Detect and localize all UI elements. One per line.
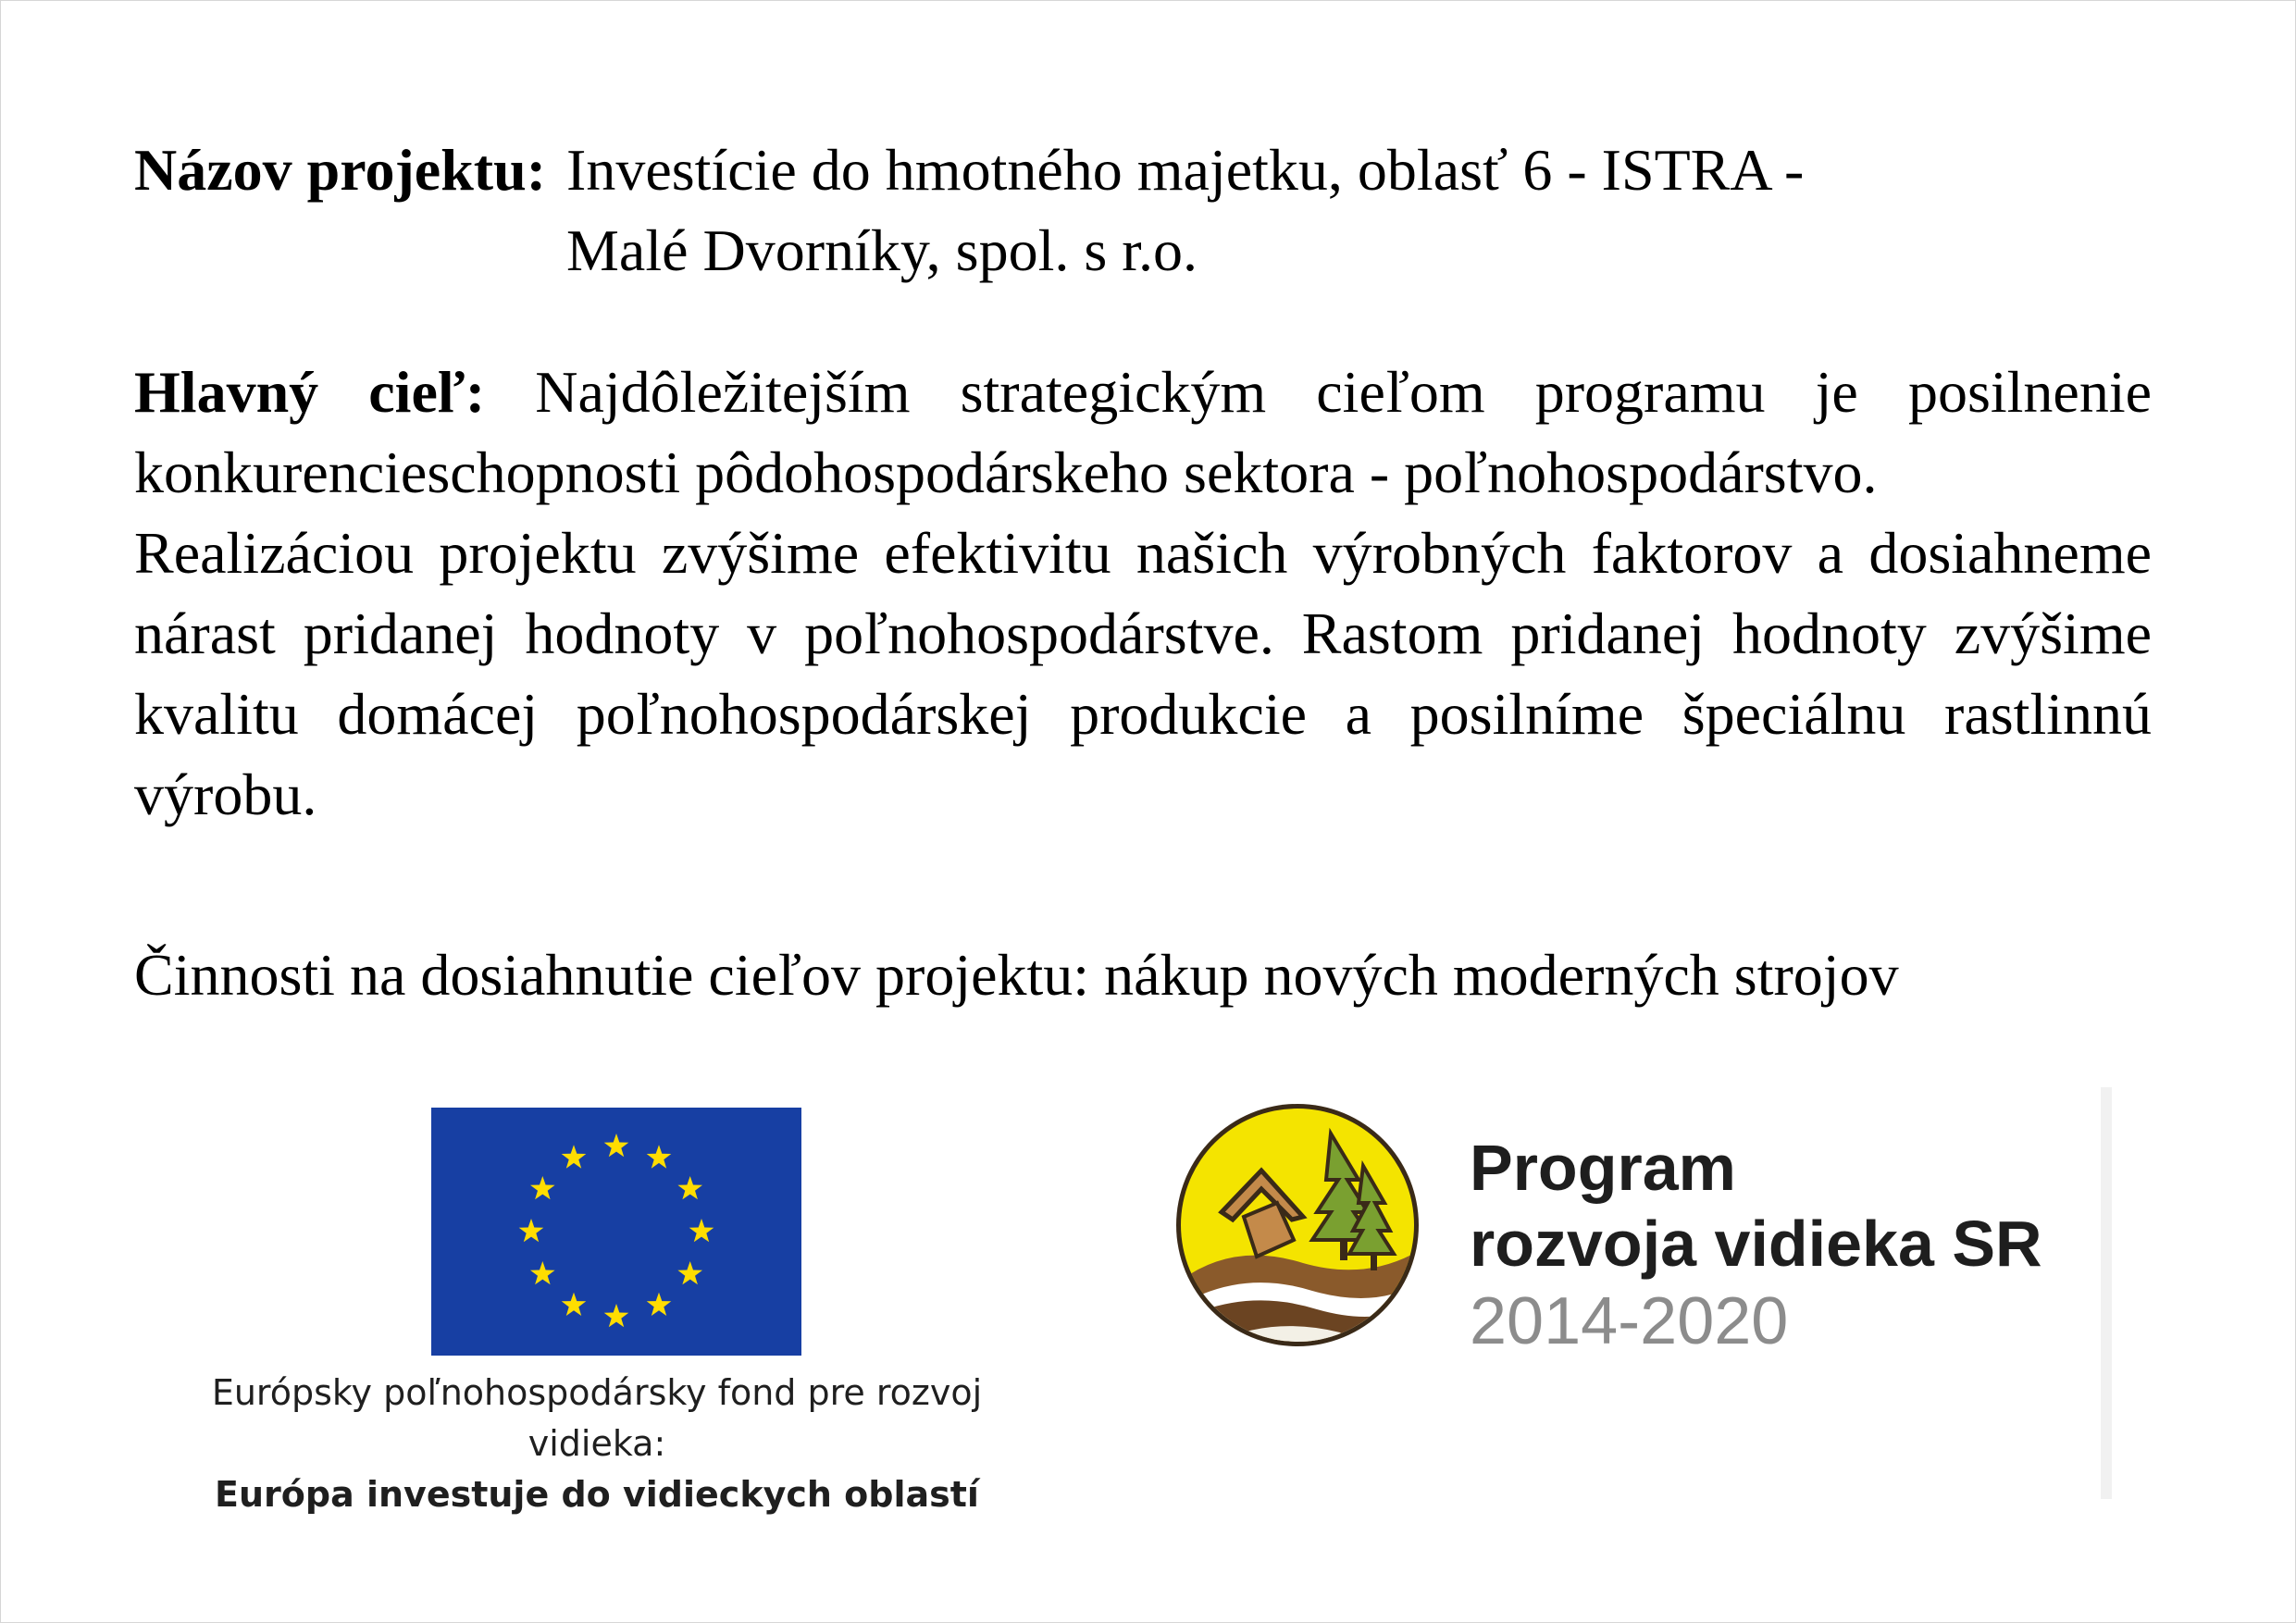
eu-stars-icon — [431, 1108, 801, 1356]
eu-star-icon — [647, 1293, 672, 1316]
main-goal-text-1: Najdôležitejším strategickým cieľom programu je posilnenie konkurencieschopnosti pôdohospodárskeho sektora - poľnohospodárstvo. — [134, 359, 2153, 506]
eu-star-icon — [604, 1134, 629, 1157]
activities-line: Činnosti na dosiahnutie cieľov projektu: nákup nových moderných strojov — [134, 942, 1899, 1008]
eu-star-icon — [519, 1219, 544, 1242]
prv-years: 2014-2020 — [1470, 1283, 1789, 1358]
project-title-line2: Malé Dvorníky, spol. s r.o. — [566, 217, 1198, 284]
main-goal-text-2: Realizáciou projektu zvýšime efektivitu našich výrobných faktorov a dosiahneme nárast pridanej hodnoty v poľnohospodárstve. Rastom pridanej hodnoty zvýšime kvalitu domácej poľnohospodárskej produkcie a posilníme špeciálnu rastlinnú výrobu. — [134, 520, 2152, 828]
eu-fund-caption — [139, 1368, 1055, 1520]
project-title-label: Názov projektu: — [134, 137, 546, 203]
prv-landscape-icon — [1173, 1101, 1421, 1349]
logo-divider — [2101, 1087, 2112, 1499]
prv-logo-text — [1470, 1131, 2042, 1360]
eu-caption-line1: Európsky poľnohospodársky fond pre rozvoj vidieka: — [211, 1372, 983, 1465]
main-goal-label: Hlavný cieľ: — [134, 359, 486, 425]
project-title-value — [566, 130, 1804, 291]
prv-emblem-logo — [1173, 1101, 1421, 1349]
main-goal-block — [134, 352, 2152, 835]
eu-star-icon — [677, 1261, 702, 1284]
eu-star-icon — [562, 1293, 587, 1316]
prv-line2: rozvoja vidieka SR — [1470, 1207, 2042, 1280]
eu-flag-logo — [431, 1108, 801, 1356]
eu-star-icon — [530, 1176, 555, 1199]
eu-star-icon — [677, 1176, 702, 1199]
eu-star-icon — [689, 1219, 714, 1242]
eu-star-icon — [562, 1145, 587, 1168]
prv-line1: Program — [1470, 1132, 1736, 1204]
project-title-line1: Investície do hmotného majetku, oblasť 6 - ISTRA - — [566, 137, 1805, 203]
eu-star-icon — [530, 1261, 555, 1284]
eu-star-icon — [647, 1145, 672, 1168]
project-title-block — [134, 130, 2152, 291]
eu-star-icon — [604, 1304, 629, 1327]
eu-caption-line2: Európa investuje do vidieckych oblastí — [215, 1474, 979, 1516]
